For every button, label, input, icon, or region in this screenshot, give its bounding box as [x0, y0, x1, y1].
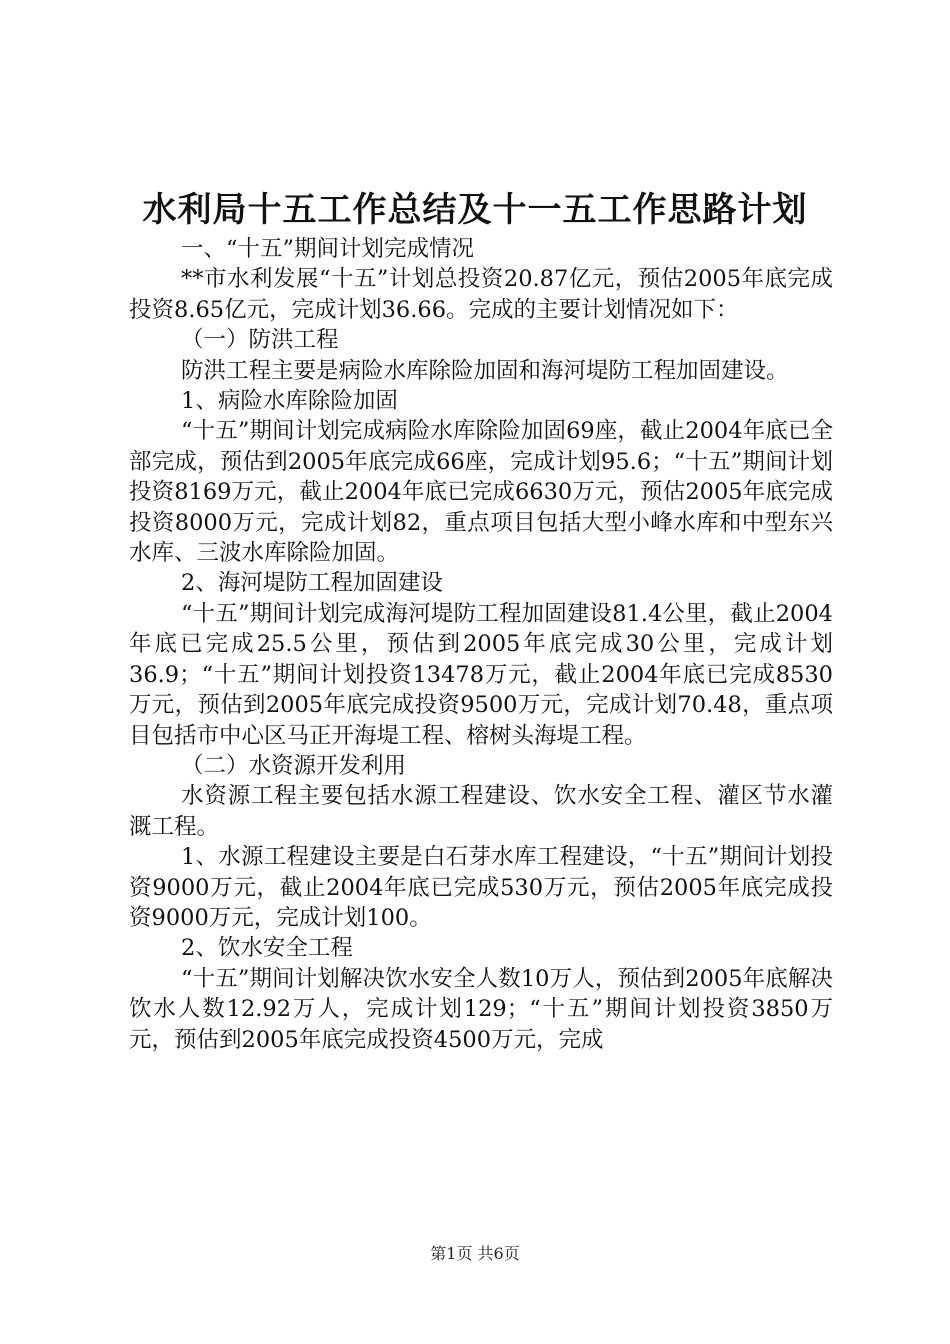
item-heading-drinking: 2、饮水安全工程 [181, 935, 353, 962]
page-footer: 第1页 共6页 [430, 1244, 520, 1263]
document-body [129, 234, 833, 1055]
item-heading-embankment: 2、海河堤防工程加固建设 [181, 570, 443, 597]
paragraph-water-intro: 水资源工程主要包括水源工程建设、饮水安全工程、灌区节水灌溉工程。 [129, 783, 833, 840]
paragraph-water-source: 1、水源工程建设主要是白石芽水库工程建设，“十五”期间计划投资9000万元，截止2004年底已完成530万元，预估2005年底完成投资9000万元，完成计划100。 [129, 844, 833, 931]
paragraph-flood-intro: 防洪工程主要是病险水库除险加固和海河堤防工程加固建设。 [181, 357, 789, 384]
subsection-heading-water: （二）水资源开发利用 [181, 752, 407, 779]
document-title: 水利局十五工作总结及十一五工作思路计划 [142, 190, 808, 230]
subsection-heading-flood: （一）防洪工程 [181, 327, 339, 354]
paragraph-reservoir: “十五”期间计划完成病险水库除险加固69座，截止2004年底已全部完成，预估到2005年底完成66座，完成计划95.6；“十五”期间计划投资8169万元，截止2004年底已完成6630万元，预估2005年底完成投资8000万元，完成计划82，重点项目包括大型小峰水库和中型东兴水库、三波水库除险加固。 [129, 418, 833, 567]
paragraph-drinking: “十五”期间计划解决饮水安全人数10万人，预估到2005年底解决饮水人数12.92万人，完成计划129；“十五”期间计划投资3850万元，预估到2005年底完成投资4500万元，完成 [129, 965, 833, 1053]
item-heading-reservoir: 1、病险水库除险加固 [181, 388, 398, 415]
section-heading-1: 一、“十五”期间计划完成情况 [181, 236, 475, 262]
paragraph-overview: **市水利发展“十五”计划总投资20.87亿元，预估2005年底完成投资8.65亿元，完成计划36.66。完成的主要计划情况如下： [129, 266, 833, 323]
paragraph-embankment: “十五”期间计划完成海河堤防工程加固建设81.4公里，截止2004年底已完成25.5公里，预估到2005年底完成30公里，完成计划36.9；“十五”期间计划投资13478万元，截止2004年底已完成8530万元，预估到2005年底完成投资9500万元，完成计划70.48，重点项目包括市中心区马正开海堤工程、榕树头海堤工程。 [129, 600, 833, 749]
